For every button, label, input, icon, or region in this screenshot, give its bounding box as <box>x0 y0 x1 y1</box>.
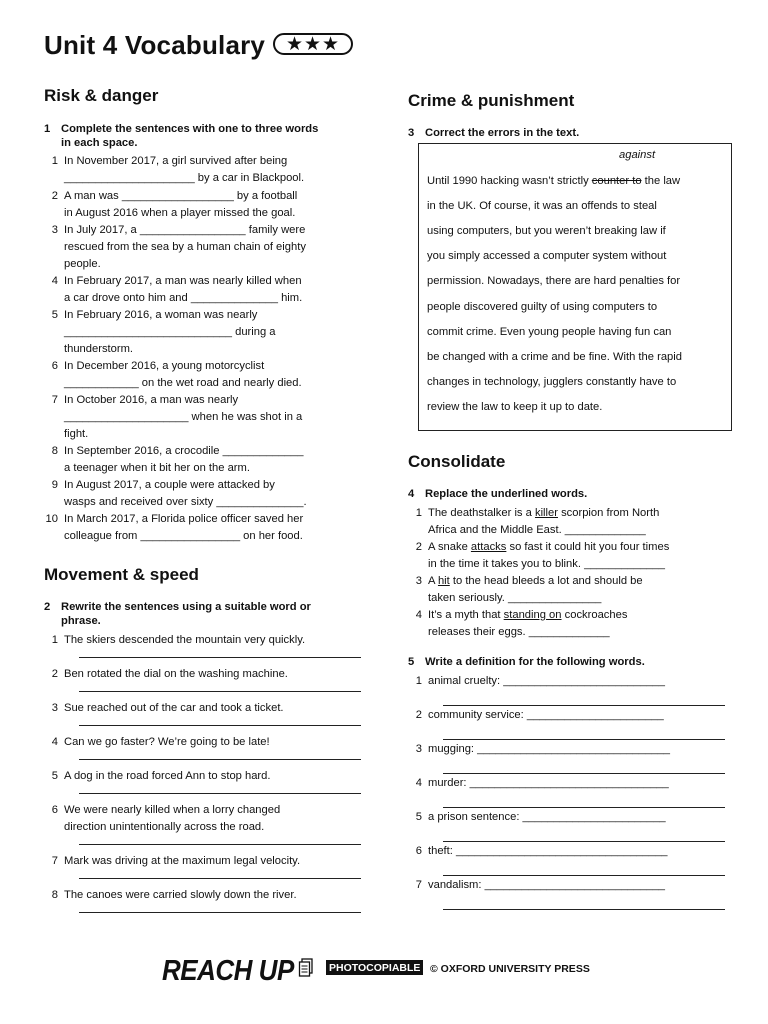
item-text: rescued from the sea by a human chain of eighty <box>64 241 306 253</box>
list-item <box>408 877 738 911</box>
item-number: 9 <box>51 479 58 491</box>
text-segment: in the UK. Of course, it was an offends to steal <box>427 200 657 213</box>
item-text: In March 2017, a Florida police officer saved her <box>64 513 304 525</box>
correction-note: against <box>619 149 656 161</box>
item-text: community service: ______________________ <box>428 709 664 721</box>
item-number: 8 <box>51 889 58 901</box>
item-number: 1 <box>51 634 58 646</box>
answer-line <box>79 759 361 760</box>
list-item <box>408 843 738 877</box>
item-number: 3 <box>415 743 422 755</box>
text-line <box>427 175 680 187</box>
item-text <box>428 505 659 522</box>
item-text: The skiers descended the mountain very quickly. <box>64 634 306 646</box>
item-number: 7 <box>51 855 58 867</box>
underlined-word: attacks <box>470 541 507 553</box>
answer-line <box>443 909 725 910</box>
list-item <box>44 443 374 477</box>
answer-line <box>79 844 361 845</box>
item-text: A man was __________________ by a football <box>64 190 298 202</box>
item-text: ___________________________ during a <box>64 326 276 338</box>
answer-line <box>79 793 361 794</box>
answer-line <box>443 807 725 808</box>
text-line <box>427 376 676 388</box>
item-text: In September 2016, a crocodile _____________ <box>64 445 304 457</box>
item-text: mugging: _______________________________ <box>428 743 671 755</box>
item-number: 8 <box>51 445 58 457</box>
list-item <box>44 273 374 307</box>
answer-line <box>443 739 725 740</box>
section-heading-risk: Risk & danger <box>44 86 159 105</box>
item-text: animal cruelty: __________________________ <box>428 675 666 687</box>
item-text: wasps and received over sixty ______________. <box>64 496 307 508</box>
text-line <box>427 200 657 212</box>
item-text: We were nearly killed when a lorry changed <box>64 804 281 816</box>
item-text: colleague from ________________ on her food. <box>64 530 303 542</box>
item-text: In July 2017, a _________________ family were <box>64 224 306 236</box>
list-item <box>408 673 738 707</box>
text-segment: The deathstalker is a <box>428 507 535 519</box>
item-text: releases their eggs. _____________ <box>428 626 610 638</box>
exercise-4-instruction <box>408 487 738 503</box>
underlined-word: killer <box>534 507 558 519</box>
item-text: murder: ________________________________ <box>428 777 669 789</box>
instruction-line: in each space. <box>61 137 138 149</box>
list-item <box>44 392 374 443</box>
photocopiable-label: PHOTOCOPIABLE <box>326 960 423 975</box>
list-item <box>408 707 738 741</box>
item-text: taken seriously. _______________ <box>428 592 602 604</box>
instruction-line: phrase. <box>61 615 101 627</box>
item-number: 4 <box>415 777 422 789</box>
item-number: 2 <box>51 668 58 680</box>
text-segment: to the head bleeds a lot and should be <box>449 575 643 587</box>
item-number: 3 <box>51 224 58 236</box>
item-number: 2 <box>51 190 58 202</box>
instruction-line: Complete the sentences with one to three words <box>61 123 319 135</box>
list-item <box>408 505 738 539</box>
difficulty-stars-icon: ★★★ <box>273 33 353 55</box>
item-text: ____________ on the wet road and nearly died. <box>64 377 302 389</box>
item-text: vandalism: _____________________________ <box>428 879 666 891</box>
exercise-number: 3 <box>408 127 415 139</box>
item-number: 2 <box>415 541 422 553</box>
item-text: In August 2017, a couple were attacked by <box>64 479 275 491</box>
item-text: a prison sentence: _______________________ <box>428 811 666 823</box>
instruction-line: Replace the underlined words. <box>425 488 588 500</box>
answer-line <box>443 705 725 706</box>
list-item <box>44 511 374 545</box>
item-number: 7 <box>51 394 58 406</box>
item-text: The canoes were carried slowly down the river. <box>64 889 297 901</box>
item-number: 6 <box>51 804 58 816</box>
exercise-number: 1 <box>44 123 51 135</box>
item-text: In October 2016, a man was nearly <box>64 394 239 406</box>
answer-line <box>79 725 361 726</box>
text-segment: so fast it could hit you four times <box>506 541 670 553</box>
item-text: a teenager when it bit her on the arm. <box>64 462 250 474</box>
item-text: In February 2017, a man was nearly killed when <box>64 275 302 287</box>
text-segment: commit crime. Even young people having fun can <box>427 325 672 338</box>
item-text: thunderstorm. <box>64 343 134 355</box>
item-number: 6 <box>415 845 422 857</box>
text-line <box>427 301 657 313</box>
underlined-word: hit <box>437 575 450 587</box>
struck-word: counter to <box>591 175 642 187</box>
text-segment: It’s a myth that <box>428 609 504 621</box>
item-text <box>428 573 643 590</box>
instruction-line: Rewrite the sentences using a suitable word or <box>61 601 311 613</box>
list-item <box>44 153 374 187</box>
page-title: Unit 4 Vocabulary <box>44 30 266 60</box>
item-text: In November 2017, a girl survived after being <box>64 155 288 167</box>
list-item <box>44 307 374 358</box>
item-text: Ben rotated the dial on the washing machine. <box>64 668 288 680</box>
instruction-line: Write a definition for the following words. <box>425 656 645 668</box>
item-number: 2 <box>415 709 422 721</box>
item-number: 5 <box>51 770 58 782</box>
item-text: Can we go faster? We’re going to be late! <box>64 736 270 748</box>
error-correction-text-box <box>418 143 732 431</box>
list-item <box>408 741 738 775</box>
text-line <box>427 250 666 262</box>
item-number: 1 <box>415 507 422 519</box>
item-text: fight. <box>64 428 89 440</box>
answer-line <box>79 878 361 879</box>
list-item <box>408 539 738 573</box>
text-segment: permission. Nowadays, there are hard penalties for <box>427 275 681 288</box>
exercise-number: 2 <box>44 601 51 613</box>
item-number: 5 <box>415 811 422 823</box>
item-text: a car drove onto him and ______________ him. <box>64 292 303 304</box>
item-text: In February 2016, a woman was nearly <box>64 309 258 321</box>
text-line <box>427 401 602 413</box>
answer-line <box>443 841 725 842</box>
exercise-3-instruction <box>408 126 738 142</box>
publisher-label: © OXFORD UNIVERSITY PRESS <box>430 963 590 975</box>
photocopy-pages-icon <box>298 958 314 978</box>
item-number: 3 <box>415 575 422 587</box>
text-segment: the law <box>641 175 681 187</box>
item-number: 4 <box>51 275 58 287</box>
item-number: 4 <box>51 736 58 748</box>
text-segment: A <box>428 575 438 587</box>
exercise-1-instruction <box>44 122 374 152</box>
section-heading-consolidate: Consolidate <box>408 452 506 471</box>
text-segment: A snake <box>428 541 471 553</box>
list-item <box>408 809 738 843</box>
item-text: In December 2016, a young motorcyclist <box>64 360 265 372</box>
item-number: 10 <box>45 513 58 525</box>
item-text: theft: __________________________________ <box>428 845 668 857</box>
section-heading-crime: Crime & punishment <box>408 91 575 110</box>
item-number: 7 <box>415 879 422 891</box>
text-line <box>427 275 680 287</box>
item-text: A dog in the road forced Ann to stop hard. <box>64 770 271 782</box>
text-segment: you simply accessed a computer system without <box>427 250 667 263</box>
underlined-word: standing on <box>503 609 562 621</box>
text-segment: Until 1990 hacking wasn’t strictly <box>427 175 592 187</box>
text-segment: cockroaches <box>561 609 628 621</box>
list-item <box>44 222 374 273</box>
exercise-number: 5 <box>408 656 415 668</box>
answer-line <box>443 875 725 876</box>
instruction-line: Correct the errors in the text. <box>425 127 580 139</box>
answer-line <box>443 773 725 774</box>
list-item <box>408 775 738 809</box>
item-number: 4 <box>415 609 422 621</box>
list-item <box>44 358 374 392</box>
exercise-2-instruction <box>44 600 374 630</box>
answer-line <box>79 912 361 913</box>
item-text: Sue reached out of the car and took a ticket. <box>64 702 284 714</box>
item-number: 5 <box>51 309 58 321</box>
item-text: direction unintentionally across the road. <box>64 821 265 833</box>
exercise-number: 4 <box>408 488 415 500</box>
item-text: Africa and the Middle East. _____________ <box>428 524 646 536</box>
list-item <box>44 887 374 927</box>
text-segment: scorpion from North <box>557 507 660 519</box>
section-heading-movement: Movement & speed <box>44 565 199 584</box>
text-line <box>427 326 671 338</box>
text-line <box>427 225 666 237</box>
item-number: 6 <box>51 360 58 372</box>
item-text <box>428 607 627 624</box>
list-item <box>408 607 738 641</box>
text-segment: review the law to keep it up to date. <box>427 400 603 413</box>
item-text: ____________________ when he was shot in a <box>64 411 303 423</box>
item-text: in the time it takes you to blink. _____________ <box>428 558 665 570</box>
item-text: Mark was driving at the maximum legal velocity. <box>64 855 301 867</box>
text-segment: people discovered guilty of using computers to <box>427 300 658 313</box>
exercise-5-instruction <box>408 655 738 671</box>
answer-line <box>79 657 361 658</box>
text-segment: be changed with a crime and be fine. With the rapid <box>427 350 682 363</box>
item-number: 1 <box>415 675 422 687</box>
text-segment: using computers, but you weren’t breaking law if <box>427 225 666 238</box>
item-text: in August 2016 when a player missed the goal. <box>64 207 296 219</box>
list-item <box>408 573 738 607</box>
list-item <box>44 477 374 511</box>
list-item <box>44 802 374 842</box>
item-text: _____________________ by a car in Blackpool. <box>64 172 305 184</box>
reach-up-logo: REACH UP <box>162 953 294 987</box>
list-item <box>44 188 374 222</box>
text-segment: changes in technology, jugglers constantly have to <box>427 375 677 388</box>
item-number: 3 <box>51 702 58 714</box>
answer-line <box>79 691 361 692</box>
text-line <box>427 351 682 363</box>
item-number: 1 <box>51 155 58 167</box>
item-text <box>428 539 669 556</box>
item-text: people. <box>64 258 101 270</box>
